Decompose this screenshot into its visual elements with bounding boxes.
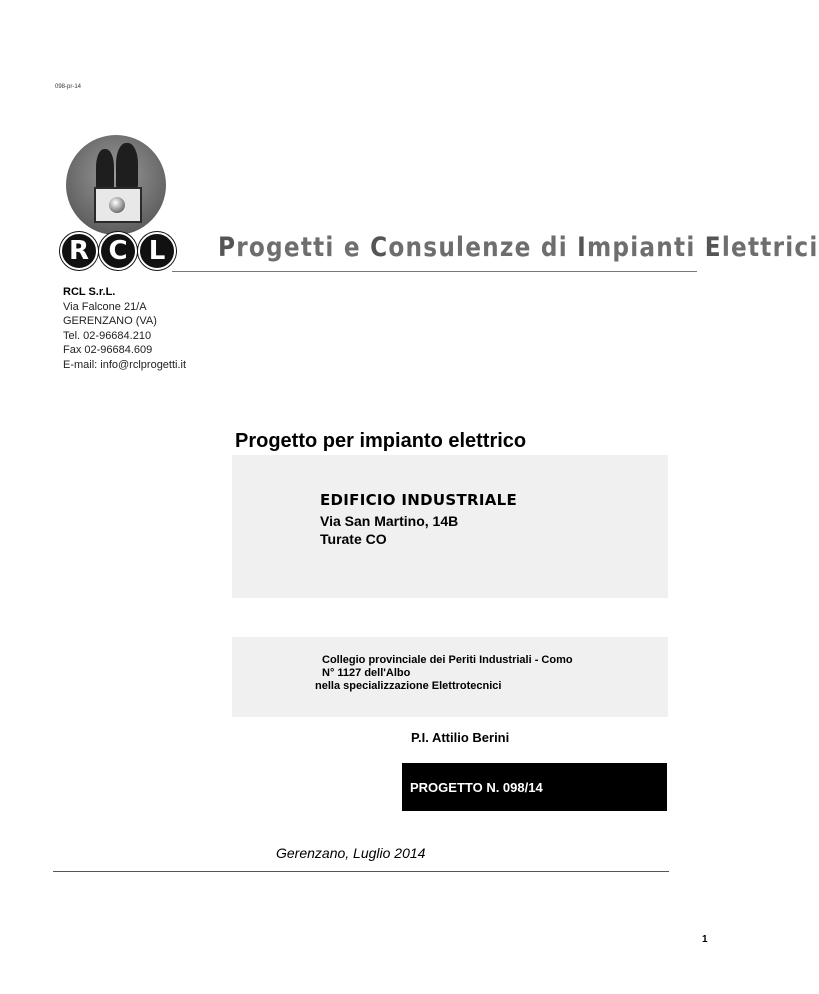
building-city: Turate CO xyxy=(320,531,387,547)
college-line-2: N° 1127 dell'Albo xyxy=(322,667,411,679)
footer-divider xyxy=(53,871,669,872)
logo-letter: L xyxy=(138,232,176,270)
logo-letter: R xyxy=(60,232,98,270)
company-address: Via Falcone 21/A xyxy=(63,300,147,313)
place-date: Gerenzano, Luglio 2014 xyxy=(276,845,426,861)
header-divider xyxy=(172,271,697,272)
building-address xyxy=(320,512,458,548)
company-tagline: Progetti e Consulenze di Impianti Elettrici xyxy=(218,232,819,263)
company-email: E-mail: info@rclprogetti.it xyxy=(63,358,187,371)
logo-letter: C xyxy=(99,232,137,270)
document-code: 098-pr-14 xyxy=(55,84,82,90)
logo-letters xyxy=(60,232,176,270)
logo-emblem xyxy=(66,135,166,235)
monitor-icon xyxy=(94,187,142,223)
college-box xyxy=(232,637,668,717)
project-number: PROGETTO N. 098/14 xyxy=(410,780,543,795)
company-name: RCL S.r.L. xyxy=(63,286,116,298)
company-info xyxy=(63,285,186,373)
company-fax: Fax 02-96684.609 xyxy=(63,344,153,357)
college-line-1: Collegio provinciale dei Periti Industriali - Como xyxy=(322,654,573,666)
company-tel: Tel. 02-96684.210 xyxy=(63,329,152,342)
college-line-3: nella specializzazione Elettrotecnici xyxy=(315,680,502,692)
page-number: 1 xyxy=(702,934,708,945)
engineer-name: P.I. Attilio Berini xyxy=(411,730,510,745)
company-city: GERENZANO (VA) xyxy=(63,315,157,328)
rcl-logo xyxy=(60,135,172,270)
building-street: Via San Martino, 14B xyxy=(320,513,459,529)
building-name: EDIFICIO INDUSTRIALE xyxy=(320,491,518,509)
main-title: Progetto per impianto elettrico xyxy=(235,430,527,452)
